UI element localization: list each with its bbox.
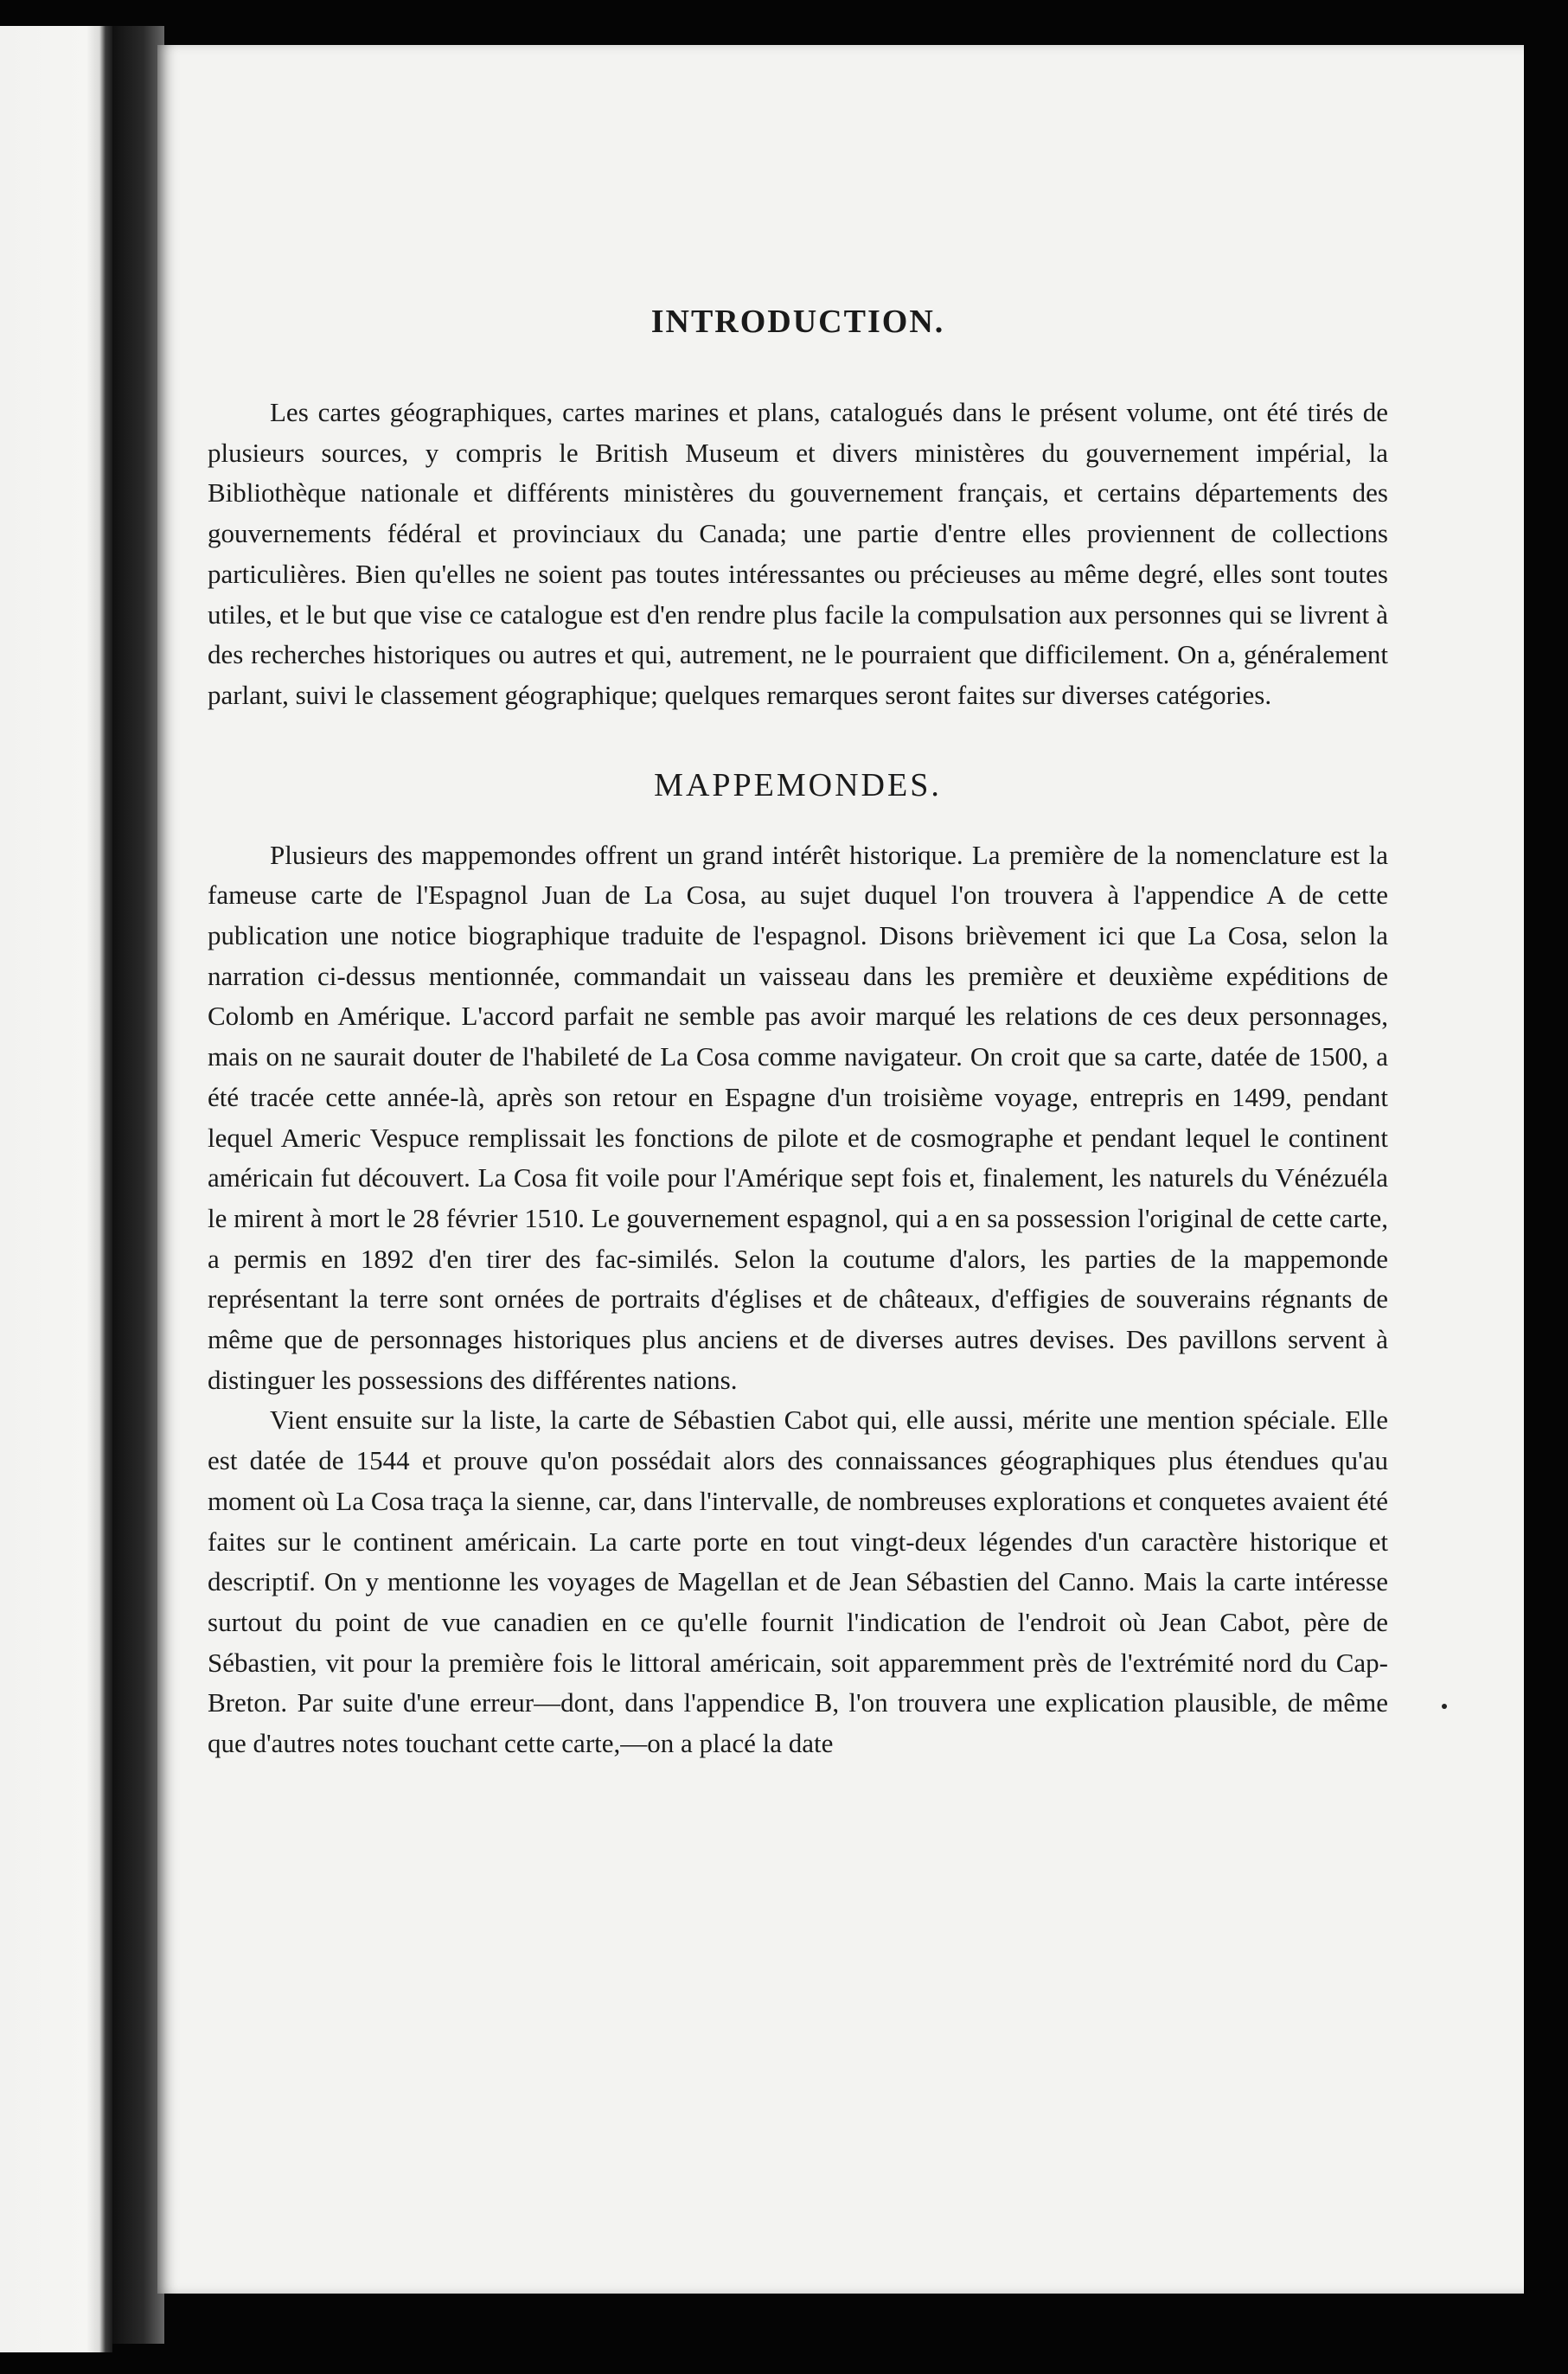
scan-speck bbox=[1442, 1704, 1447, 1709]
section-heading-mappemondes: MAPPEMONDES. bbox=[654, 766, 942, 803]
page-content bbox=[208, 303, 1388, 1764]
page-title: INTRODUCTION. bbox=[650, 304, 945, 340]
previous-page-edge bbox=[0, 26, 112, 2352]
intro-paragraph: Les cartes géographiques, cartes marines et plans, catalogués dans le présent volume, ont été tirés de plusieurs sources, y compris le British Museum et divers ministères du gouvernement impérial, la Bibliothèque nationale et différents ministères du gouvernement français, et certains départements des gouvernements fédéral et provinciaux du Canada; une partie d'entre elles proviennent de collections particulières. Bien qu'elles ne soient pas toutes intéressantes ou précieuses au même degré, elles sont toutes utiles, et le but que vise ce catalogue est d'en rendre plus facile la compulsation aux personnes qui se livrent à des recherches historiques ou autres et qui, autrement, ne le pourraient que difficilement. On a, généralement parlant, suivi le classement géographique; quelques remarques seront faites sur diverses catégories. bbox=[208, 397, 1388, 710]
paragraph-cabot: Vient ensuite sur la liste, la carte de Sébastien Cabot qui, elle aussi, mérite une mention spéciale. Elle est datée de 1544 et prouve qu'on possédait alors des connaissances géographiques plus étendues qu'au moment où La Cosa traça la sienne, car, dans l'intervalle, de nombreuses explorations et conquetes avaient été faites sur le continent américain. La carte porte en tout vingt-deux légendes d'un caractère historique et descriptif. On y mentionne les voyages de Magellan et de Jean Sébastien del Canno. Mais la carte intéresse surtout du point de vue canadien en ce qu'elle fournit l'indication de l'endroit où Jean Cabot, père de Sébastien, vit pour la première fois le littoral américain, soit apparemment près de l'extrémité nord du Cap-Breton. Par suite d'une erreur—dont, dans l'appendice B, l'on trouvera une explication plausible, de même que d'autres notes touchant cette carte,—on a placé la date bbox=[208, 1405, 1388, 1759]
book-gutter-shadow bbox=[112, 26, 164, 2344]
paragraph-la-cosa: Plusieurs des mappemondes offrent un grand intérêt historique. La première de la nomenclature est la fameuse carte de l'Espagnol Juan de La Cosa, au sujet duquel l'on trouvera à l'appendice A de cette publication une notice biographique traduite de l'espagnol. Disons brièvement ici que La Cosa, selon la narration ci-dessus mentionnée, commandait un vaisseau dans les première et deuxième expéditions de Colomb en Amérique. L'accord parfait ne semble pas avoir marqué les relations de ces deux personnages, mais on ne saurait douter de l'habileté de La Cosa comme navigateur. On croit que sa carte, datée de 1500, a été tracée cette année-là, après son retour en Espagne d'un troisième voyage, entrepris en 1499, pendant lequel Americ Vespuce remplissait les fonctions de pilote et de cosmographe et pendant lequel le continent américain fut découvert. La Cosa fit voile pour l'Amérique sept fois et, finalement, les naturels du Vénézuéla le mirent à mort le 28 février 1510. Le gouvernement espagnol, qui a en sa possession l'original de cette carte, a permis en 1892 d'en tirer des fac-similés. Selon la coutume d'alors, les parties de la mappemonde représentant la terre sont ornées de portraits d'églises et de châteaux, d'effigies de souverains régnants de même que de personnages historiques plus anciens et de diverses autres devises. Des pavillons servent à distinguer les possessions des différentes nations. bbox=[208, 839, 1388, 1395]
